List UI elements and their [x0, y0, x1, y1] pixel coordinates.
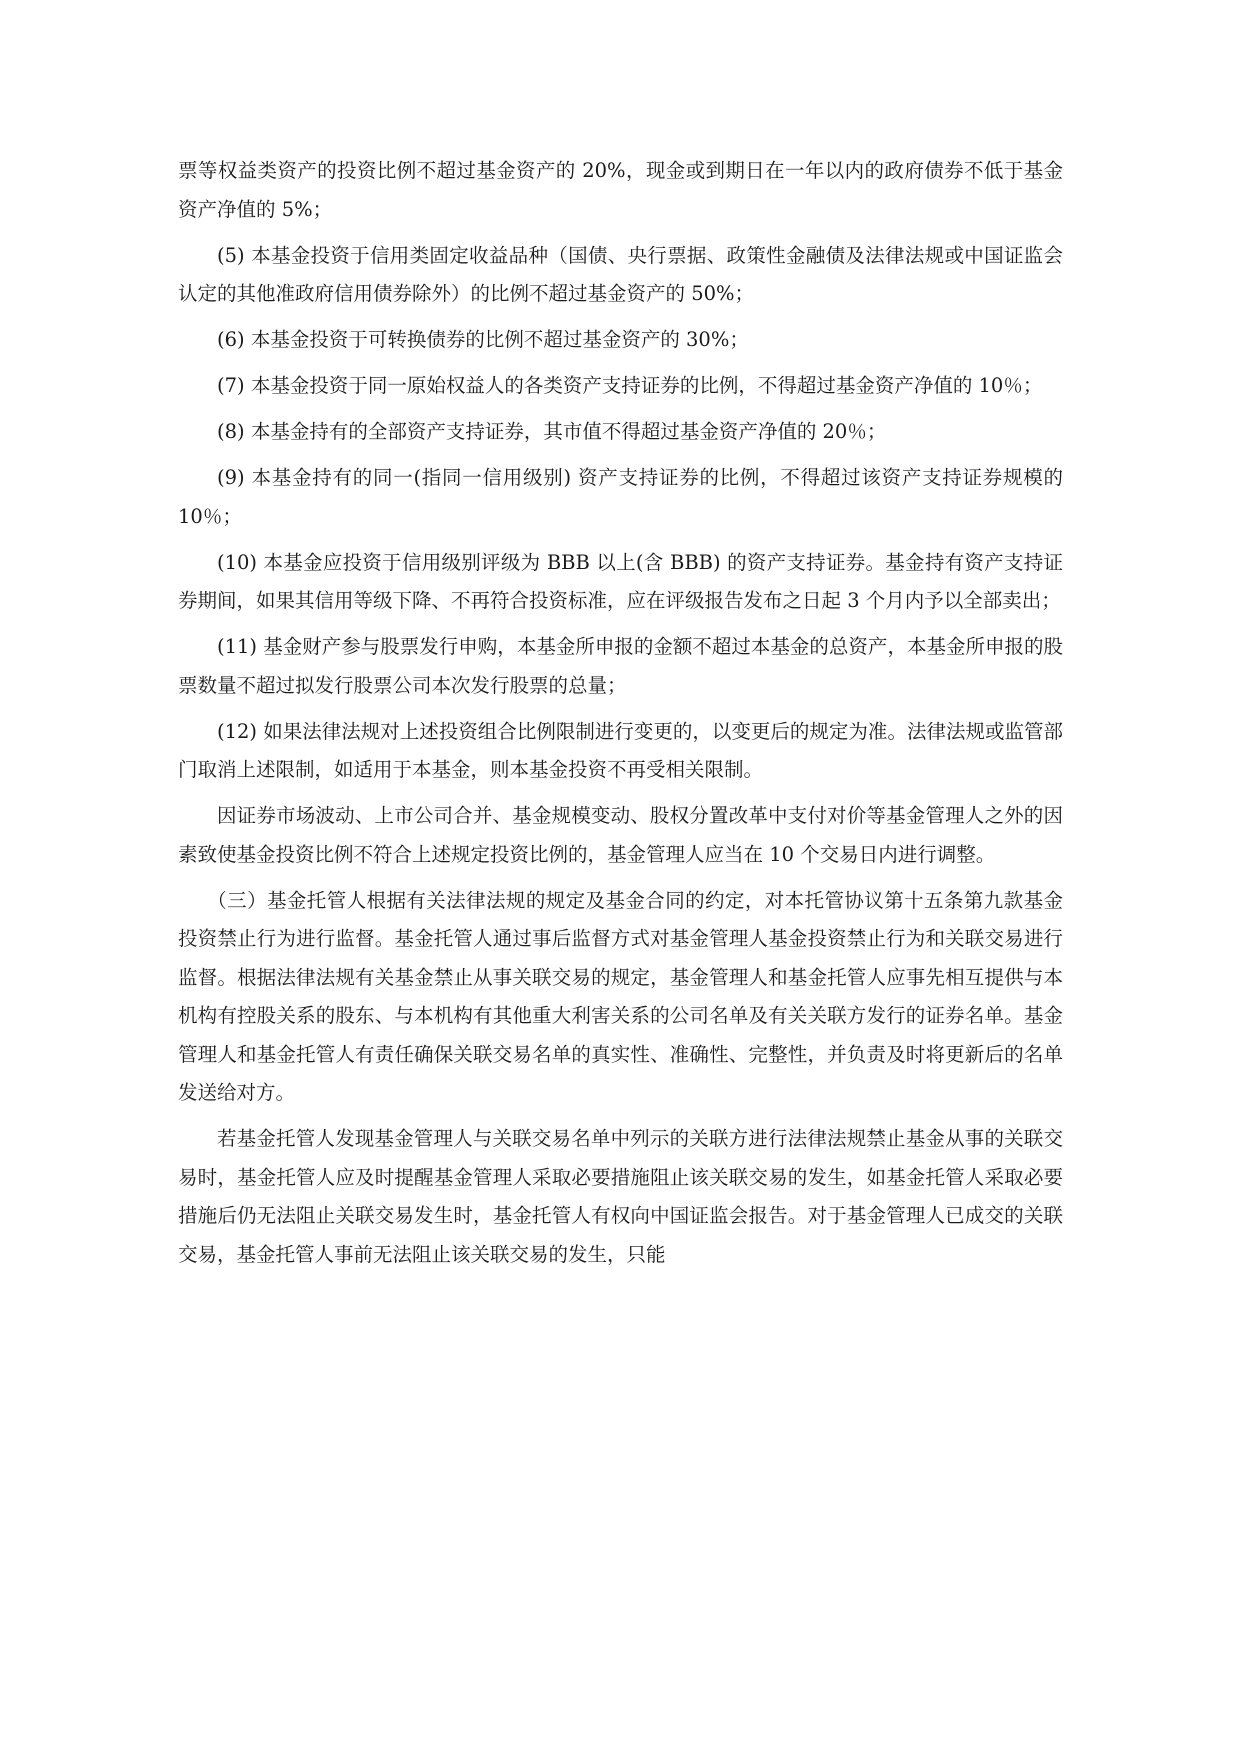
paragraph-item-6: (6) 本基金投资于可转换债券的比例不超过基金资产的 30%；: [217, 328, 749, 351]
paragraph-item-5: (5) 本基金投资于信用类固定收益品种（国债、央行票据、政策性金融债及法律法规或中国证监会认定的其他准政府信用债券除外）的比例不超过基金资产的 50%；: [178, 243, 1063, 305]
document-page: [178, 152, 1063, 1282]
paragraph-section-3: （三）基金托管人根据有关法律法规的规定及基金合同的约定，对本托管协议第十五条第九款基金投资禁止行为进行监督。基金托管人通过事后监督方式对基金管理人基金投资禁止行为和关联交易进行监督。根据法律法规有关基金禁止从事关联交易的规定，基金管理人和基金托管人应事先相互提供与本机构有控股关系的股东、与本机构有其他重大利害关系的公司名单及有关关联方发行的证券名单。基金管理人和基金托管人有责任确保关联交易名单的真实性、准确性、完整性，并负责及时将更新后的名单发送给对方。: [178, 888, 1063, 1104]
paragraph-equity-ratio: 票等权益类资产的投资比例不超过基金资产的 20%，现金或到期日在一年以内的政府债券不低于基金资产净值的 5%；: [178, 159, 1063, 221]
paragraph-item-12: (12) 如果法律法规对上述投资组合比例限制进行变更的，以变更后的规定为准。法律法规或监管部门取消上述限制，如适用于本基金，则本基金投资不再受相关限制。: [178, 719, 1063, 781]
paragraph-item-8: (8) 本基金持有的全部资产支持证券，其市值不得超过基金资产净值的 20％；: [217, 420, 887, 443]
paragraph-item-7: (7) 本基金投资于同一原始权益人的各类资产支持证券的比例，不得超过基金资产净值的 10％；: [217, 374, 1043, 397]
paragraph-adjustment: 因证券市场波动、上市公司合并、基金规模变动、股权分置改革中支付对价等基金管理人之外的因素致使基金投资比例不符合上述规定投资比例的，基金管理人应当在 10 个交易日内进行调整。: [178, 804, 1063, 866]
paragraph-item-10: (10) 本基金应投资于信用级别评级为 BBB 以上(含 BBB) 的资产支持证券。基金持有资产支持证券期间，如果其信用等级下降、不再符合投资标准，应在评级报告发布之日起 3 个月内予以全部卖出；: [178, 550, 1063, 612]
paragraph-item-9: (9) 本基金持有的同一(指同一信用级别) 资产支持证券的比例，不得超过该资产支持证券规模的 10％；: [178, 466, 1063, 528]
paragraph-related-transactions: 若基金托管人发现基金管理人与关联交易名单中列示的关联方进行法律法规禁止基金从事的关联交易时，基金托管人应及时提醒基金管理人采取必要措施阻止该关联交易的发生，如基金托管人采取必要措施后仍无法阻止关联交易发生时，基金托管人有权向中国证监会报告。对于基金管理人已成交的关联交易，基金托管人事前无法阻止该关联交易的发生，只能: [178, 1127, 1063, 1266]
paragraph-item-11: (11) 基金财产参与股票发行申购，本基金所申报的金额不超过本基金的总资产，本基金所申报的股票数量不超过拟发行股票公司本次发行股票的总量；: [178, 635, 1063, 697]
